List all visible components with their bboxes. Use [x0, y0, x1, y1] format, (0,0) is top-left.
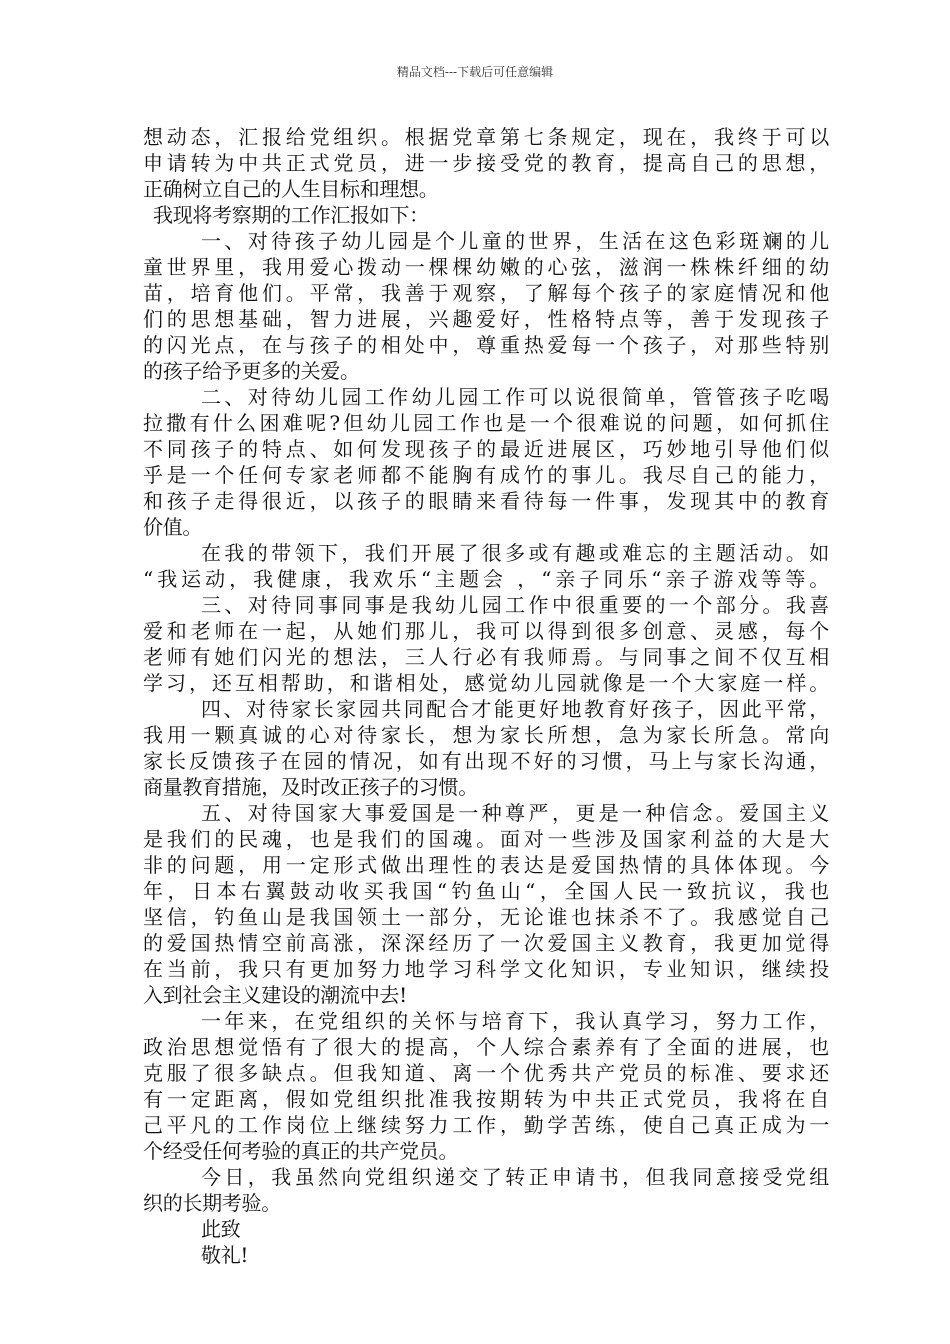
text-line: 学习，还互相帮助，和谐相处，感觉幼儿园就像是一个大家庭一样。 — [143, 671, 829, 695]
text-line: 拉撒有什么困难呢?但幼儿园工作也是一个很难说的问题，如何抓住 — [143, 411, 829, 435]
text-line: 一、对待孩子幼儿园是个儿童的世界，生活在这色彩斑斓的儿 — [201, 229, 829, 253]
text-line: 有一定距离，假如党组织批准我按期转为中共正式党员，我将在自 — [143, 1087, 829, 1111]
text-line: 和孩子走得很近，以孩子的眼睛来看待每一件事，发现其中的教育 — [143, 489, 829, 513]
text-line: 五、对待国家大事爱国是一种尊严，更是一种信念。爱国主义 — [201, 801, 829, 825]
text-line: “我运动，我健康，我欢乐“主题会 ，“亲子同乐“亲子游戏等等。 — [143, 567, 829, 591]
text-line: 在我的带领下，我们开展了很多或有趣或难忘的主题活动。如 — [201, 541, 829, 565]
text-line: 想动态，汇报给党组织。根据党章第七条规定，现在，我终于可以 — [143, 125, 829, 149]
text-line: 年，日本右翼鼓动收买我国“钓鱼山“，全国人民一致抗议，我也 — [143, 879, 829, 903]
text-line: 家长反馈孩子在园的情况，如有出现不好的习惯，马上与家长沟通， — [143, 749, 829, 773]
text-line: 苗，培育他们。平常，我善于观察，了解每个孩子的家庭情况和他 — [143, 281, 829, 305]
text-line: 敬礼! — [201, 1243, 249, 1267]
text-line: 我用一颗真诚的心对待家长，想为家长所想，急为家长所急。常向 — [143, 723, 829, 747]
page-header: 精品文档---下载后可任意编辑 — [396, 65, 554, 79]
text-line: 个经受任何考验的真正的共产党员。 — [143, 1139, 459, 1163]
text-line: 三、对待同事同事是我幼儿园工作中很重要的一个部分。我喜 — [201, 593, 829, 617]
text-line: 在当前，我只有更加努力地学习科学文化知识，专业知识，继续投 — [143, 957, 829, 981]
text-line: 政治思想觉悟有了很大的提高，个人综合素养有了全面的进展，也 — [143, 1035, 829, 1059]
text-line: 己平凡的工作岗位上继续努力工作，勤学苦练，使自己真正成为一 — [143, 1113, 829, 1137]
text-line: 的爱国热情空前高涨，深深经历了一次爱国主义教育，我更加觉得 — [143, 931, 829, 955]
text-line: 爱和老师在一起，从她们那儿，我可以得到很多创意、灵感，每个 — [143, 619, 829, 643]
text-line: 价值。 — [143, 515, 203, 539]
text-line: 一年来，在党组织的关怀与培育下，我认真学习，努力工作， — [201, 1009, 829, 1033]
text-line: 老师有她们闪光的想法，三人行必有我师焉。与同事之间不仅互相 — [143, 645, 829, 669]
document-body — [143, 124, 829, 1268]
text-line: 克服了很多缺点。但我知道、离一个优秀共产党员的标准、要求还 — [143, 1061, 829, 1085]
text-line: 织的长期考验。 — [143, 1191, 281, 1215]
text-line: 我现将考察期的工作汇报如下： — [153, 203, 429, 227]
text-line: 今日，我虽然向党组织递交了转正申请书，但我同意接受党组 — [201, 1165, 829, 1189]
text-line: 四、对待家长家园共同配合才能更好地教育好孩子，因此平常， — [201, 697, 829, 721]
text-line: 们的思想基础，智力进展，兴趣爱好，性格特点等，善于发现孩子 — [143, 307, 829, 331]
text-line: 此致 — [201, 1217, 241, 1241]
text-line: 童世界里，我用爱心拨动一棵棵幼嫩的心弦，滋润一株株纤细的幼 — [143, 255, 829, 279]
text-line: 不同孩子的特点、如何发现孩子的最近进展区，巧妙地引导他们似 — [143, 437, 829, 461]
text-line: 申请转为中共正式党员，进一步接受党的教育，提高自己的思想， — [143, 151, 829, 175]
text-line: 乎是一个任何专家老师都不能胸有成竹的事儿。我尽自己的能力， — [143, 463, 829, 487]
text-line: 的孩子给予更多的关爱。 — [143, 359, 360, 383]
text-line: 入到社会主义建设的潮流中去! — [143, 983, 407, 1007]
text-line: 非的问题，用一定形式做出理性的表达是爱国热情的具体体现。今 — [143, 853, 829, 877]
text-line: 是我们的民魂，也是我们的国魂。面对一些涉及国家利益的大是大 — [143, 827, 829, 851]
text-line: 的闪光点，在与孩子的相处中，尊重热爱每一个孩子，对那些特别 — [143, 333, 829, 357]
text-line: 商量教育措施，及时改正孩子的习惯。 — [143, 775, 478, 799]
text-line: 正确树立自己的人生目标和理想。 — [143, 177, 439, 201]
text-line: 二、对待幼儿园工作幼儿园工作可以说很简单，管管孩子吃喝 — [201, 385, 829, 409]
text-line: 坚信，钓鱼山是我国领土一部分，无论谁也抹杀不了。我感觉自己 — [143, 905, 829, 929]
